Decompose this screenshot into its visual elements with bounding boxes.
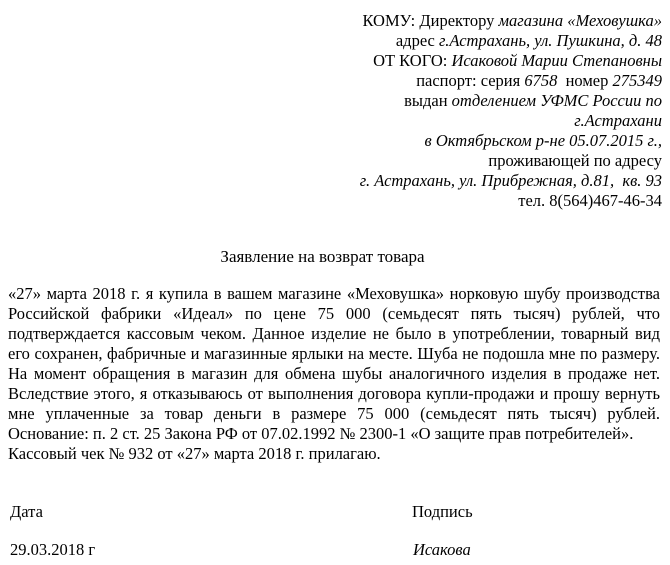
- claim-body: [8, 284, 660, 464]
- claim-body-paragraph: «27» марта 2018 г. я купила в вашем магазине «Меховушка» норковую шубу производства Российской фабрики «Идеал» по цене 75 000 (семьдесят пять тысяч) рублей, что подтверждается кассовым чеком. Данное изделие не было в употреблении, товарный вид его сохранен, фабричные и магазинные ярлыки на месте. Шуба не подошла мне по размеру. На момент обращения в магазин для обмена шубы аналогичного изделия в продаже нет. Вследствие этого, я отказываюсь от выполнения договора купли-продажи и прошу вернуть мне уплаченные за товар деньги в размере 75 000 (семьдесят пять тысяч) рублей. Основание: п. 2 ст. 25 Закона РФ от 07.02.1992 № 2300-1 «О защите прав потребителей».: [8, 284, 660, 443]
- document-title: Заявление на возврат товара: [220, 247, 425, 266]
- date-value: 29.03.2018 г: [10, 540, 96, 559]
- header-line-issued-city: [326, 111, 662, 131]
- header-text: проживающей по адресу: [488, 151, 662, 170]
- header-line-recipient: [326, 11, 662, 31]
- header-text: тел. 8(564)467-46-34: [518, 191, 662, 210]
- header-line-sender-address: [326, 171, 662, 191]
- header-line-issued-by: [326, 91, 662, 111]
- header-line-residing: [326, 151, 662, 171]
- recipient-sender-block: [326, 11, 662, 211]
- header-text: выдан: [404, 91, 452, 110]
- header-text: паспорт: серия: [416, 71, 525, 90]
- header-text-italic: г.Астрахань, ул. Пушкина, д. 48: [439, 31, 662, 50]
- header-line-issued-date: [326, 131, 662, 151]
- header-text-italic: Исаковой Марии Степановны: [451, 51, 662, 70]
- header-text: КОМУ: Директору: [362, 11, 499, 30]
- header-line-recipient-address: [326, 31, 662, 51]
- header-text-italic: магазина «Меховушка»: [498, 11, 662, 30]
- header-text-italic: 6758: [524, 71, 558, 90]
- header-text-italic: отделением УФМС России по: [451, 91, 662, 110]
- signature-label: Подпись: [412, 502, 473, 521]
- header-text: номер: [557, 71, 613, 90]
- date-label: Дата: [10, 502, 43, 521]
- header-text: ОТ КОГО:: [373, 51, 452, 70]
- header-text-italic: 275349: [612, 71, 662, 90]
- header-line-sender: [326, 51, 662, 71]
- attachment-line: Кассовый чек № 932 от «27» марта 2018 г. прилагаю.: [8, 444, 381, 463]
- header-text-italic: г.Астрахани: [574, 111, 662, 130]
- header-text-italic: г. Астрахань, ул. Прибрежная, д.81, кв. 93: [359, 171, 662, 190]
- header-text-italic: в Октябрьском р-не 05.07.2015 г.,: [424, 131, 662, 150]
- signature-value: Исакова: [413, 540, 471, 559]
- header-line-phone: [326, 191, 662, 211]
- header-text: адрес: [395, 31, 440, 50]
- header-line-passport: [326, 71, 662, 91]
